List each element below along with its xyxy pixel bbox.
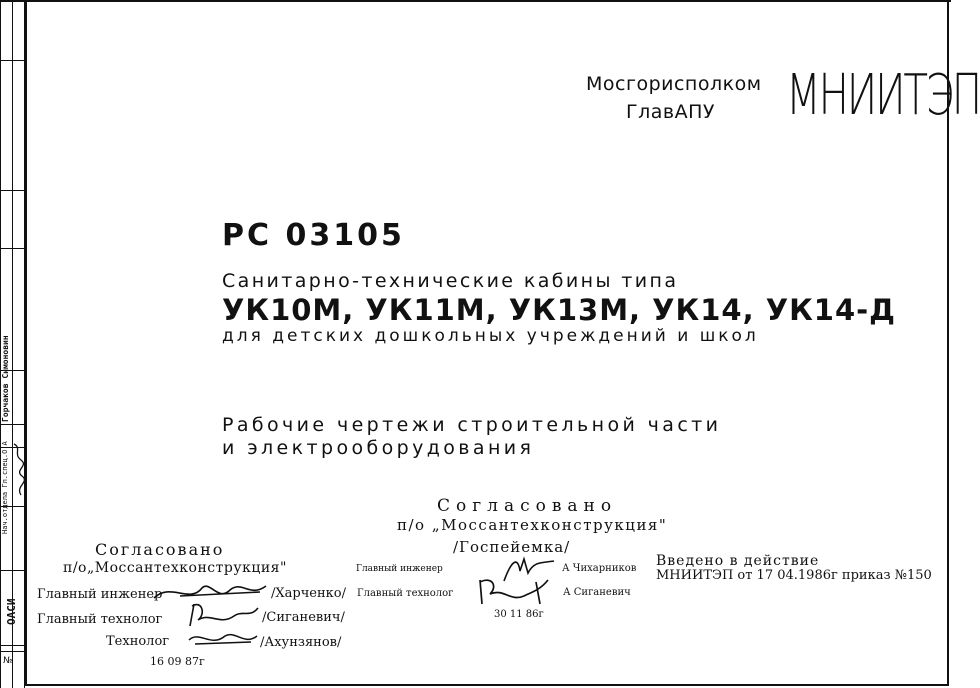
work-title-line-2: и электрооборудования — [222, 437, 535, 459]
agreement-left-row2-name: /Сиганевич/ — [262, 610, 345, 625]
introduction-line-2: МНИИТЭП от 17 04.1986г приказ №150 — [656, 568, 932, 583]
side-stamp-strip — [0, 0, 25, 688]
agreement-left-row1-role: Главный инженер — [37, 587, 163, 602]
agreement-center-org2: /Госпейемка/ — [453, 538, 571, 556]
org-line-1: Мосгорисполком — [586, 73, 762, 95]
side-roles: Нач.отдела Гл.спец.О.А — [1, 441, 9, 534]
subtitle-line-1: Санитарно-технические кабины типа — [222, 270, 679, 292]
side-label-oasi: ОАСИ — [5, 598, 18, 625]
agreement-left-row3-role: Технолог — [106, 634, 170, 649]
agreement-left-row2-role: Главный технолог — [37, 612, 163, 627]
document-code: РС 03105 — [222, 218, 405, 253]
introduction-line-1: Введено в действие — [656, 553, 820, 569]
models-title: УК10М, УК11М, УК13М, УК14, УК14-Д — [222, 293, 896, 327]
mniitep-logo: МНИИТЭП — [786, 63, 980, 128]
agreement-left-org: п/о„Моссантехконструкция" — [63, 560, 287, 576]
agreement-center-row1-role: Главный инженер — [356, 564, 443, 574]
agreement-center-row1-name: А Чихарников — [562, 563, 637, 574]
org-line-2: ГлавАПУ — [626, 101, 715, 123]
agreement-center-date: 30 11 86г — [494, 609, 544, 620]
side-label-number: № — [3, 656, 13, 666]
agreement-center-title: Согласовано — [437, 496, 618, 516]
subtitle-line-2: для детских дошкольных учреждений и школ — [222, 326, 759, 346]
agreement-left-row1-name: /Харченко/ — [271, 586, 346, 601]
side-signatures — [12, 440, 24, 500]
agreement-center-row2-role: Главный технолог — [357, 588, 454, 599]
signature-left-2 — [180, 598, 262, 630]
agreement-center-row2-name: А Сиганевич — [563, 587, 631, 598]
side-names: Горчаков Симоновин — [1, 335, 10, 422]
signature-left-3 — [185, 628, 260, 650]
agreement-center-org: п/о „Моссантехконструкция" — [397, 516, 668, 534]
agreement-left-title: Согласовано — [95, 540, 225, 559]
agreement-left-row3-name: /Ахунзянов/ — [260, 635, 342, 650]
agreement-left-date: 16 09 87г — [150, 655, 205, 668]
signature-center-2 — [470, 572, 552, 608]
work-title-line-1: Рабочие чертежи строительной части — [222, 414, 722, 436]
